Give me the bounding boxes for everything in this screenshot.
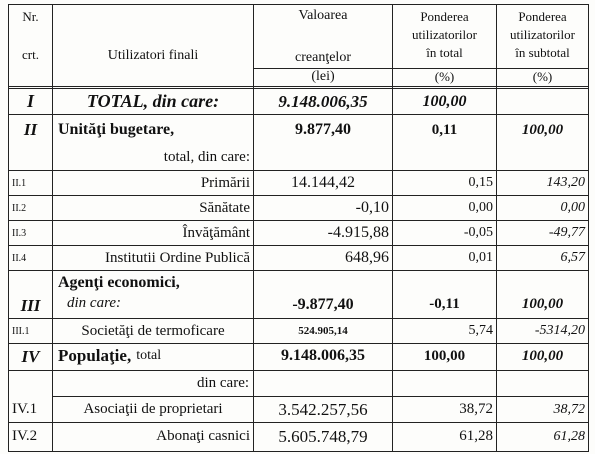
row-termoficare-share-sub: -5314,20 — [534, 323, 585, 338]
row-ordine-label: Institutii Ordine Publică — [105, 249, 250, 266]
row-populatie-nr: IV — [21, 347, 40, 366]
row-invatamant-share-sub: -49,77 — [548, 225, 585, 240]
row-populatie-share-sub: 100,00 — [521, 347, 564, 364]
row-budget-share-sub: 100,00 — [521, 121, 564, 138]
header-value-unit: (lei) — [311, 69, 335, 84]
row-termoficare-share: 5,74 — [468, 323, 493, 338]
row-ordine-share: 0,01 — [468, 250, 493, 265]
row-agenti-label: Agenţi economici, — [58, 274, 180, 291]
header-share-total-3: în total — [426, 45, 463, 60]
header-value-2: creanţelor — [295, 50, 351, 65]
row-budget-share: 0,11 — [431, 121, 458, 138]
header-crt: crt. — [22, 47, 39, 62]
row-budget-value: 9.877,40 — [295, 121, 351, 138]
row-invatamant-share: -0,05 — [463, 225, 493, 240]
row-sanatate-nr: II.2 — [12, 202, 27, 214]
row-populatie-value: 9.148.006,35 — [281, 347, 365, 364]
row-sanatate-value: -0,10 — [355, 199, 389, 216]
row-sanatate-share-sub: 0,00 — [560, 200, 585, 215]
row-ordine-share-sub: 6,57 — [560, 250, 585, 265]
row-ordine-nr: II.4 — [12, 252, 27, 264]
row-abonati-share: 61,28 — [459, 428, 493, 444]
row-primarii-share: 0,15 — [468, 175, 493, 190]
row-abonati-nr: IV.2 — [12, 428, 38, 444]
row-invatamant-label: Învăţământ — [182, 224, 250, 241]
border-top — [8, 4, 589, 5]
header-share-sub-2: utilizatorilor — [510, 27, 575, 42]
row-ordine-value: 648,96 — [345, 249, 389, 266]
border-bottom — [8, 451, 589, 452]
header-share-total-2: utilizatorilor — [412, 27, 477, 42]
row-invatamant-nr: II.3 — [12, 227, 27, 239]
row-sanatate-label: Sănătate — [199, 199, 250, 216]
header-nr: Nr. — [22, 9, 39, 24]
row-populatie-label-wrap — [55, 344, 253, 368]
row-total-label: TOTAL, din care: — [86, 91, 220, 111]
header-value: Valoarea — [298, 8, 348, 23]
header-share-sub-unit: (%) — [532, 69, 553, 84]
header-users: Utilizatori finali — [107, 48, 199, 63]
row-abonati-share-sub: 61,28 — [553, 428, 585, 444]
border-right — [588, 4, 589, 452]
header-share-sub-3: în subtotal — [515, 45, 570, 60]
row-populatie-label: Populaţie, — [58, 346, 132, 365]
row-total-share: 100,00 — [422, 92, 467, 110]
row-asociatii-share: 38,72 — [459, 401, 493, 417]
row-populatie-share: 100,00 — [423, 347, 466, 364]
row-termoficare-nr: III.1 — [12, 325, 30, 337]
row-invatamant-value: -4.915,88 — [327, 224, 389, 241]
row-asociatii-value: 3.542.257,56 — [278, 399, 368, 419]
row-total-nr: I — [26, 91, 34, 111]
row-asociatii-nr: IV.1 — [12, 401, 38, 417]
header-share-sub: Ponderea — [518, 9, 567, 24]
row-din-care-label: din care: — [196, 375, 250, 391]
row-budget-label-2: total, din care: — [163, 148, 250, 165]
row-termoficare-value: 524.905,14 — [298, 325, 348, 337]
row-agenti-share: -0,11 — [429, 296, 460, 312]
row-agenti-value: -9.877,40 — [292, 295, 354, 313]
row-asociatii-label: Asociaţii de proprietari — [83, 401, 223, 417]
header-share-total: Ponderea — [420, 9, 469, 24]
row-abonati-value: 5.605.748,79 — [278, 426, 368, 446]
row-populatie-label-suffix: total — [136, 348, 162, 363]
row-agenti-label-2: din care: — [67, 294, 122, 311]
row-termoficare-label: Societăţi de termoficare — [81, 322, 225, 339]
row-total-value: 9.148.006,35 — [278, 91, 368, 111]
row-primarii-nr: II.1 — [12, 177, 27, 189]
row-budget-label: Unităţi bugetare, — [58, 121, 175, 138]
row-primarii-value: 14.144,42 — [291, 174, 355, 191]
row-total-share-sub — [497, 89, 588, 114]
row-asociatii-share-sub: 38,72 — [553, 401, 585, 417]
row-agenti-share-sub: 100,00 — [521, 296, 564, 312]
row-budget-nr: II — [23, 120, 38, 139]
row-primarii-label: Primării — [200, 174, 250, 191]
header-share-total-unit: (%) — [434, 69, 455, 84]
row-agenti-nr: III — [20, 295, 41, 315]
row-sanatate-share: 0,00 — [468, 200, 493, 215]
row-primarii-share-sub: 143,20 — [546, 175, 585, 190]
row-abonati-label: Abonaţi casnici — [156, 428, 250, 444]
line-r6 — [8, 270, 589, 271]
